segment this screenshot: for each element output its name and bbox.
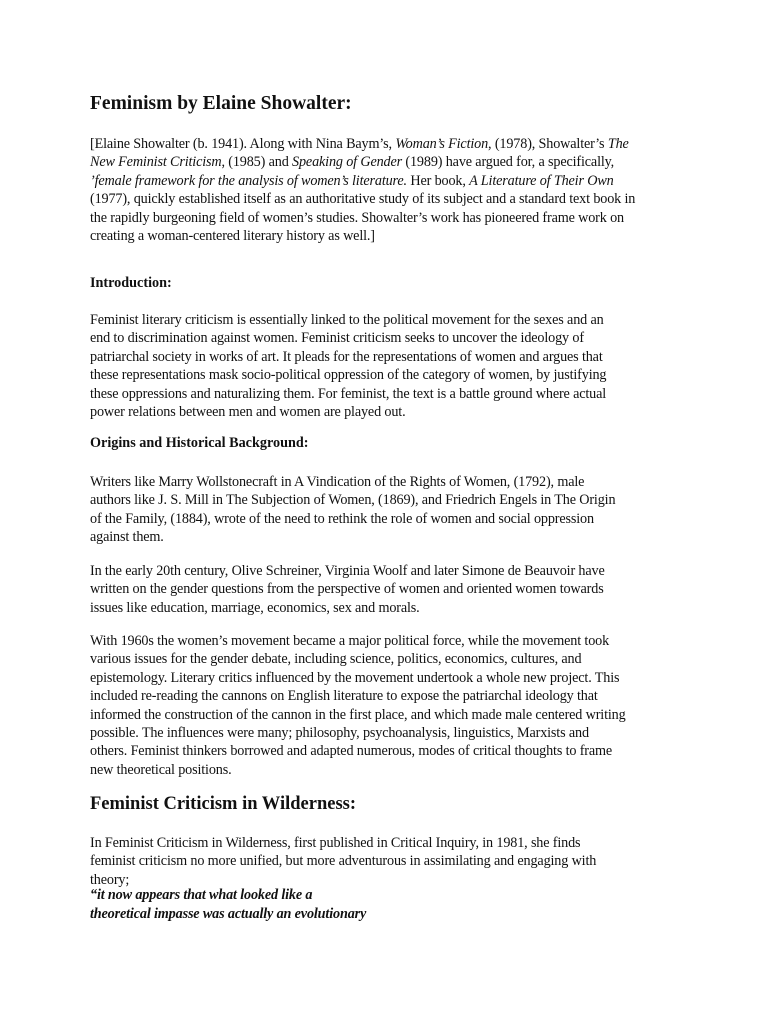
text-line: In the early 20th century, Olive Schreiner, Virginia Woolf and later Simone de Beauvoir have [90,563,605,579]
intro-bracket-paragraph [90,135,635,245]
text-line: the rapidly burgeoning field of women’s studies. Showalter’s work has pioneered frame work on [90,209,624,226]
text-line: Writers like Marry Wollstonecraft in A Vindication of the Rights of Women, (1792), male [90,474,585,490]
text-line: these oppressions and naturalizing them. For feminist, the text is a battle ground where actual [90,385,607,402]
text-line: authors like J. S. Mill in The Subjection of Women, (1869), and Friedrich Engels in The Origin [90,492,616,509]
text-line: various issues for the gender debate, including science, politics, economics, cultures, and [90,651,582,668]
wilderness-paragraph [90,834,596,889]
text-line: others. Feminist thinkers borrowed and adapted numerous, modes of critical thoughts to frame [90,743,613,760]
text-line: patriarchal society in works of art. It pleads for the representations of women and argues that [90,348,603,365]
origins-paragraph-1 [90,473,615,547]
text-line: issues like education, marriage, economics, sex and morals. [90,599,420,616]
text-line: against them. [90,529,164,546]
introduction-heading: Introduction: [90,275,172,291]
text-line: possible. The influences were many; philosophy, psychoanalysis, linguistics, Marxists and [90,725,589,742]
quote-line: theoretical impasse was actually an evolutionary [90,906,367,922]
origins-paragraph-3 [90,632,626,779]
wilderness-quote [90,886,366,924]
quote-line: “it now appears that what looked like a [90,887,313,903]
wilderness-heading: Feminist Criticism in Wilderness: [90,794,357,814]
text-line: feminist criticism no more unified, but more adventurous in assimilating and engaging with [90,853,597,870]
text-line: theory; [90,871,130,888]
text-line: ’female framework for the analysis of women’s literature. Her book, A Literature of Their Own [90,172,614,189]
text-line: [Elaine Showalter (b. 1941). Along with Nina Baym’s, Woman’s Fiction, (1978), Showalter’s The [90,136,629,152]
text-line: written on the gender questions from the perspective of women and oriented women towards [90,581,604,598]
text-line: these representations mask socio-political oppression of the category of women, by justifying [90,367,607,384]
text-line: With 1960s the women’s movement became a major political force, while the movement took [90,633,610,649]
introduction-paragraph [90,311,606,421]
text-line: new theoretical positions. [90,761,232,778]
text-line: of the Family, (1884), wrote of the need to rethink the role of women and social oppression [90,510,594,527]
text-line: Feminist literary criticism is essentially linked to the political movement for the sexes and an [90,312,604,328]
origins-heading: Origins and Historical Background: [90,435,309,451]
document-title: Feminism by Elaine Showalter: [90,93,352,114]
text-line: New Feminist Criticism, (1985) and Speaking of Gender (1989) have argued for, a specifically, [90,154,615,171]
text-line: informed the construction of the cannon in the first place, and which made male centered writing [90,706,626,723]
origins-paragraph-2 [90,562,605,617]
text-line: included re-reading the cannons on English literature to expose the patriarchal ideology that [90,688,598,705]
text-line: end to discrimination against women. Feminist criticism seeks to uncover the ideology of [90,330,584,347]
text-line: (1977), quickly established itself as an authoritative study of its subject and a standard text book in [90,191,636,208]
text-line: power relations between men and women are played out. [90,404,406,421]
text-line: creating a woman-centered literary history as well.] [90,228,375,245]
text-line: In Feminist Criticism in Wilderness, first published in Critical Inquiry, in 1981, she finds [90,835,581,851]
text-line: epistemology. Literary critics influenced by the movement undertook a whole new project. This [90,669,620,686]
